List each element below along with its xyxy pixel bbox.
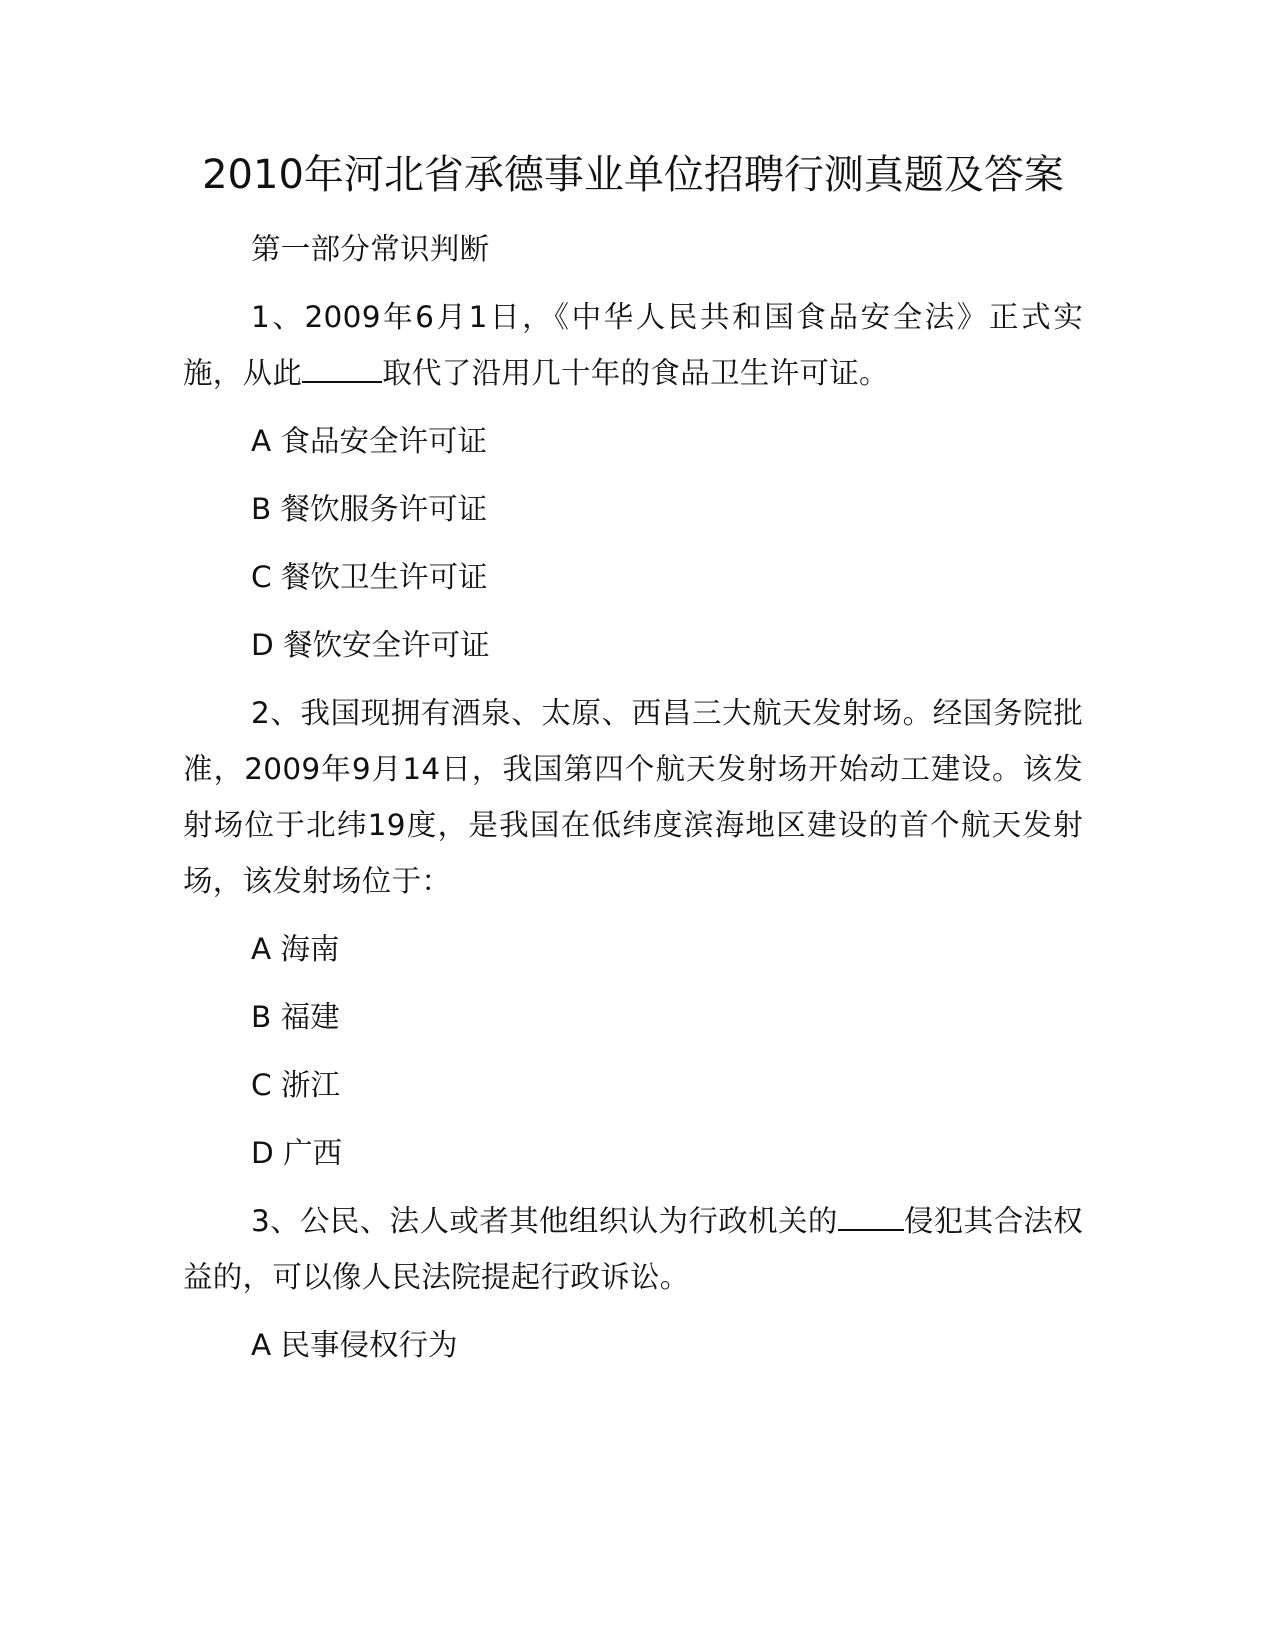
section-heading: 第一部分常识判断: [251, 232, 490, 266]
question-3-stem: [183, 1193, 1083, 1305]
question-2-option-b: B 福建: [251, 1000, 340, 1034]
question-1-option-c: C 餐饮卫生许可证: [251, 560, 488, 594]
question-1-option-a: A 食品安全许可证: [251, 424, 488, 458]
question-3-stem-before: 3、公民、法人或者其他组织认为行政机关的: [251, 1204, 838, 1238]
question-1-option-b: B 餐饮服务许可证: [251, 492, 488, 526]
question-3-stem-after: 侵犯其合法权益的，可以像人民法院提起行政诉讼。: [183, 1204, 1083, 1294]
document-title: 2010年河北省承德事业单位招聘行测真题及答案: [202, 152, 1064, 198]
answer-blank: [302, 351, 382, 383]
document-page: [183, 148, 1083, 1385]
question-1-option-d: D 餐饮安全许可证: [251, 628, 490, 662]
question-2-stem: 2、我国现拥有酒泉、太原、西昌三大航天发射场。经国务院批准，2009年9月14日，我国第四个航天发射场开始动工建设。该发射场位于北纬19度，是我国在低纬度滨海地区建设的首个航天发射场，该发射场位于：: [183, 696, 1083, 898]
question-2-option-d: D 广西: [251, 1136, 343, 1170]
question-1-stem: [183, 289, 1083, 401]
question-2-option-a: A 海南: [251, 932, 340, 966]
answer-blank: [838, 1199, 904, 1231]
question-2-option-c: C 浙江: [251, 1068, 340, 1102]
question-1-stem-before: 1、2009年6月1日，《中华人民共和国食品安全法》正式实施，从此: [183, 300, 1083, 390]
question-1-stem-after: 取代了沿用几十年的食品卫生许可证。: [382, 356, 889, 390]
question-3-option-a: A 民事侵权行为: [251, 1328, 458, 1362]
